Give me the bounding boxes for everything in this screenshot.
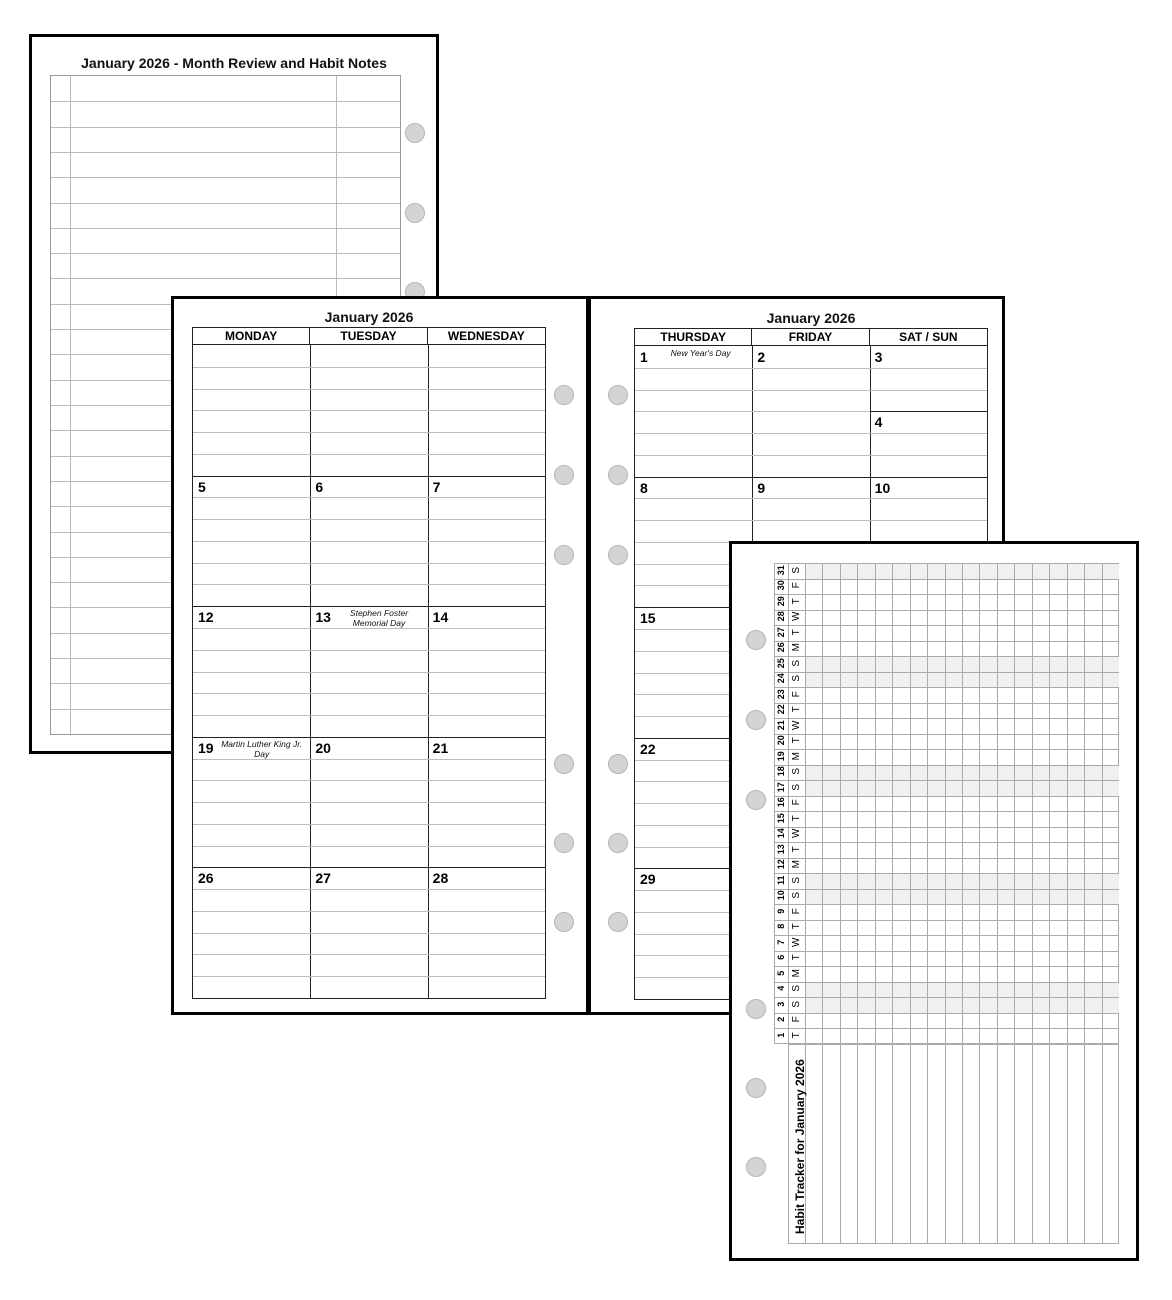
ruled-line	[193, 650, 545, 651]
day-number: 11	[776, 875, 786, 885]
date-number: 2	[757, 349, 766, 365]
day-number: 17	[776, 781, 786, 792]
notes-line	[51, 228, 400, 229]
weekday-letter: T	[791, 845, 802, 852]
date-number: 7	[432, 478, 441, 495]
holiday-label: Martin Luther King Jr. Day	[221, 738, 303, 759]
day-number: 12	[776, 859, 786, 870]
habit-column-line	[822, 563, 823, 1244]
day-number: 25	[776, 657, 786, 668]
date-number: 1	[640, 349, 648, 365]
day-number: 24	[776, 673, 786, 684]
day-number: 19	[776, 750, 786, 761]
day-number: 21	[776, 719, 786, 730]
habit-column-line	[840, 563, 841, 1244]
ruled-line	[635, 498, 987, 499]
day-number: 10	[776, 890, 786, 901]
ruled-line	[193, 410, 545, 411]
weekday-letter: M	[791, 643, 802, 652]
ruled-line	[193, 976, 545, 977]
day-header: WEDNESDAY	[428, 328, 545, 345]
notes-line	[51, 152, 400, 153]
habit-column-line	[979, 563, 980, 1244]
day-number: 1	[776, 1032, 786, 1038]
weekday-letter: T	[791, 597, 802, 604]
day-number: 8	[776, 923, 786, 929]
column-line	[788, 563, 789, 1244]
habit-tracker-title: Habit Tracker for January 2026	[793, 1059, 807, 1234]
date-number: 14	[432, 609, 449, 626]
ruled-line	[193, 454, 545, 455]
calendar-right-title: January 2026	[766, 310, 856, 326]
day-number: 28	[776, 611, 786, 622]
habit-column-line	[1102, 563, 1103, 1244]
day-header: SAT / SUN	[870, 329, 987, 346]
binder-hole	[554, 545, 574, 565]
binder-hole	[554, 912, 574, 932]
weekday-letter: F	[791, 907, 802, 914]
weekday-letter: T	[791, 706, 802, 713]
weekday-letter: T	[791, 737, 802, 744]
weekday-letter: F	[791, 799, 802, 806]
habit-column-line	[945, 563, 946, 1244]
binder-hole	[554, 833, 574, 853]
day-header: TUESDAY	[310, 328, 427, 345]
date-number: 29	[640, 871, 656, 888]
habit-column-line	[892, 563, 893, 1244]
ruled-line	[193, 389, 545, 390]
notes-line	[51, 203, 400, 204]
date-number: 4	[874, 414, 883, 431]
date-number: 20	[315, 739, 331, 756]
weekday-letter: S	[791, 984, 802, 992]
notes-line	[51, 177, 400, 178]
date-number: 19	[198, 739, 214, 756]
date-number: 8	[640, 479, 648, 496]
day-number: 4	[776, 985, 786, 991]
binder-hole	[746, 630, 766, 650]
weekday-letter: T	[791, 923, 802, 930]
calendar-left-grid	[192, 327, 546, 999]
habit-column-line	[962, 563, 963, 1244]
habit-tracker-page	[729, 541, 1139, 1261]
notes-page-title: January 2026 - Month Review and Habit Notes	[81, 55, 387, 71]
day-number: 7	[776, 939, 786, 945]
weekday-letter: T	[791, 628, 802, 635]
day-number: 22	[776, 704, 786, 715]
notes-line	[51, 127, 400, 128]
ruled-line	[193, 780, 545, 781]
date-number: 13	[315, 609, 331, 626]
ruled-line	[193, 824, 545, 825]
weekday-letter: F	[791, 582, 802, 589]
ruled-line	[193, 541, 545, 542]
weekday-letter: S	[791, 674, 802, 682]
habit-column-line	[1049, 563, 1050, 1244]
weekday-letter: S	[791, 891, 802, 899]
ruled-line	[193, 889, 545, 890]
habit-column-line	[875, 563, 876, 1244]
ruled-line	[635, 433, 987, 434]
habit-column-line	[1067, 563, 1068, 1244]
weekday-letter: M	[791, 860, 802, 869]
date-number: 21	[432, 739, 449, 756]
habit-column-line	[1084, 563, 1085, 1244]
day-number: 14	[776, 828, 786, 839]
day-header: FRIDAY	[752, 329, 869, 346]
day-number: 2	[776, 1016, 786, 1022]
date-number: 6	[315, 478, 324, 495]
ruled-line	[193, 584, 545, 585]
week-divider	[193, 476, 545, 477]
weekday-letter: T	[791, 954, 802, 961]
ruled-line	[193, 911, 545, 912]
binder-hole	[608, 545, 628, 565]
ruled-line	[193, 367, 545, 368]
weekday-letter: M	[791, 751, 802, 760]
binder-hole	[746, 790, 766, 810]
ruled-line	[193, 802, 545, 803]
day-number: 13	[776, 843, 786, 854]
habit-names-box	[788, 1044, 1119, 1245]
day-number: 5	[776, 970, 786, 976]
calendar-left-page	[171, 296, 589, 1015]
notes-margin-line	[70, 76, 71, 734]
day-number: 29	[776, 595, 786, 606]
binder-hole	[746, 1157, 766, 1177]
ruled-line	[193, 715, 545, 716]
weekday-letter: W	[791, 937, 802, 947]
weekday-letter: S	[791, 1000, 802, 1008]
day-number: 9	[776, 908, 786, 914]
binder-hole	[608, 465, 628, 485]
weekday-letter: T	[791, 814, 802, 821]
day-number: 23	[776, 688, 786, 699]
week-divider	[193, 867, 545, 868]
weekday-letter: F	[791, 1016, 802, 1023]
ruled-line	[193, 693, 545, 694]
weekday-letter: F	[791, 690, 802, 697]
ruled-line	[193, 672, 545, 673]
binder-hole	[608, 385, 628, 405]
habit-column-line	[857, 563, 858, 1244]
week-divider	[193, 606, 545, 607]
ruled-line	[635, 390, 987, 391]
date-number: 26	[198, 870, 214, 887]
binder-hole	[608, 754, 628, 774]
weekend-split	[870, 411, 987, 412]
weekday-letter: S	[791, 767, 802, 775]
binder-hole	[746, 1078, 766, 1098]
day-number: 20	[776, 735, 786, 746]
habit-column-line	[1032, 563, 1033, 1244]
calendar-left-title: January 2026	[324, 309, 414, 325]
binder-hole	[746, 710, 766, 730]
date-number: 12	[198, 609, 214, 626]
ruled-line	[193, 432, 545, 433]
weekday-letter: W	[791, 828, 802, 838]
weekday-letter: W	[791, 720, 802, 730]
day-number: 3	[776, 1001, 786, 1007]
day-number: 31	[776, 564, 786, 575]
ruled-line	[635, 368, 987, 369]
day-number: 6	[776, 954, 786, 960]
date-number: 3	[874, 349, 883, 365]
weekday-letter: S	[791, 783, 802, 791]
binder-hole	[608, 912, 628, 932]
ruled-line	[193, 497, 545, 498]
ruled-line	[635, 455, 987, 456]
weekday-letter: S	[791, 659, 802, 667]
date-number: 15	[640, 610, 656, 627]
day-number: 30	[776, 580, 786, 591]
binder-hole	[554, 465, 574, 485]
habit-column-line	[1014, 563, 1015, 1244]
binder-hole	[746, 999, 766, 1019]
binder-hole	[554, 754, 574, 774]
date-number: 28	[432, 870, 449, 887]
week-divider	[635, 477, 987, 478]
notes-line	[51, 278, 400, 279]
day-number: 27	[776, 626, 786, 637]
weekday-letter: S	[791, 566, 802, 574]
weekday-letter: T	[791, 1031, 802, 1038]
day-header: MONDAY	[193, 328, 310, 345]
binder-hole	[554, 385, 574, 405]
weekday-letter: M	[791, 968, 802, 977]
date-number: 10	[874, 479, 891, 496]
day-number: 16	[776, 797, 786, 808]
day-header: THURSDAY	[635, 329, 752, 346]
week-divider	[193, 737, 545, 738]
day-number: 15	[776, 812, 786, 823]
day-number: 26	[776, 642, 786, 653]
date-number: 9	[757, 479, 766, 496]
binder-hole	[405, 203, 425, 223]
holiday-label: New Year's Day	[670, 348, 731, 358]
habit-column-line	[927, 563, 928, 1244]
binder-hole	[608, 833, 628, 853]
habit-column-line	[997, 563, 998, 1244]
ruled-line	[635, 520, 987, 521]
notes-line	[51, 253, 400, 254]
weekday-letter: W	[791, 611, 802, 621]
habit-column-line	[910, 563, 911, 1244]
ruled-line	[193, 563, 545, 564]
date-number: 5	[198, 478, 206, 495]
ruled-line	[193, 519, 545, 520]
notes-line	[51, 101, 400, 102]
binder-hole	[405, 123, 425, 143]
date-number: 22	[640, 740, 656, 757]
ruled-line	[193, 933, 545, 934]
ruled-line	[193, 846, 545, 847]
ruled-line	[193, 954, 545, 955]
date-number: 27	[315, 870, 331, 887]
weekday-letter: S	[791, 876, 802, 884]
holiday-label: Stephen Foster Memorial Day	[349, 608, 409, 629]
day-number: 18	[776, 766, 786, 777]
